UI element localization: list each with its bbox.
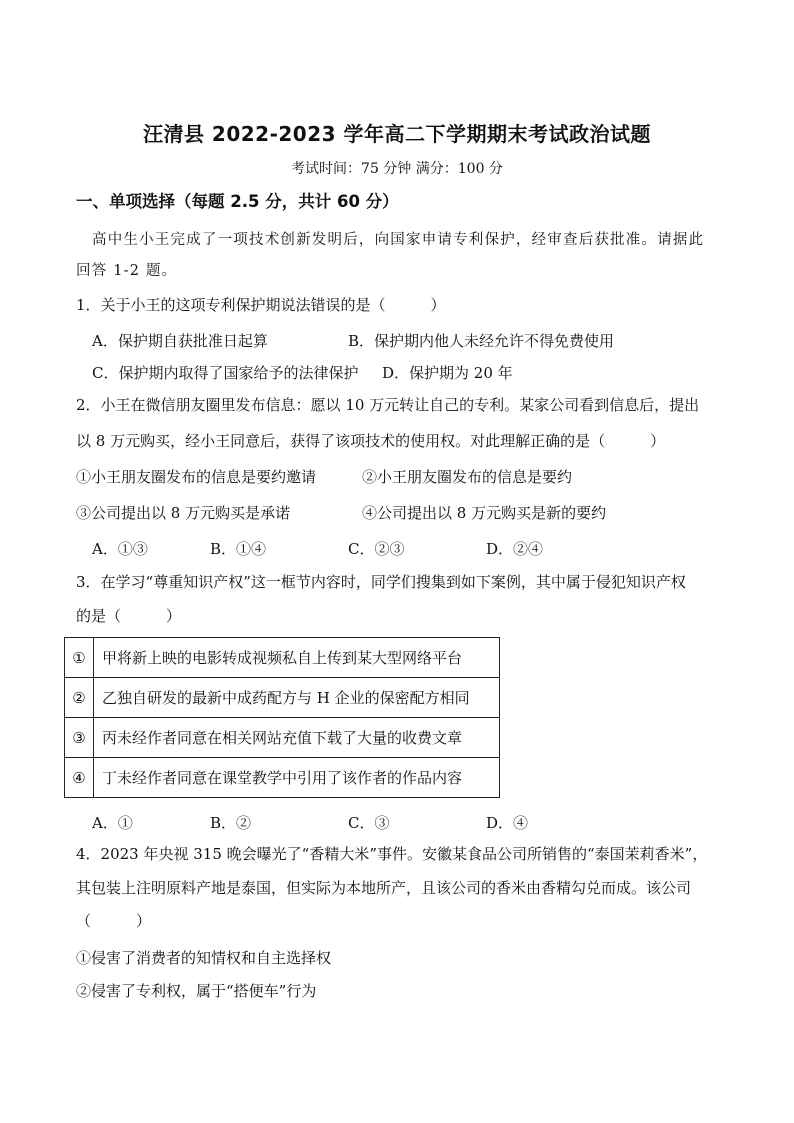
q2-statement-3: ③公司提出以 8 万元购买是承诺 bbox=[76, 504, 291, 522]
q3-option-a: A．① bbox=[92, 814, 133, 832]
q1-option-b: B．保护期内他人未经允许不得免费使用 bbox=[348, 332, 615, 350]
q3-option-c: C．③ bbox=[348, 814, 390, 832]
q4-stem-line-1: 4．2023 年央视 315 晚会曝光了“香精大米”事件。安徽某食品公司所销售的“泰国茉莉香米”， bbox=[76, 845, 708, 863]
q3-stem-line-2: 的是（ ） bbox=[76, 607, 182, 625]
table-cell-text: 甲将新上映的电影转成视频私自上传到某大型网络平台 bbox=[94, 638, 500, 678]
q2-option-c: C．②③ bbox=[348, 540, 405, 558]
section-heading: 一、单项选择（每题 2.5 分，共计 60 分） bbox=[76, 192, 399, 211]
q2-statement-4: ④公司提出以 8 万元购买是新的要约 bbox=[362, 504, 607, 522]
table-row bbox=[65, 638, 500, 678]
table-cell-number: ① bbox=[65, 638, 94, 678]
q2-statement-1: ①小王朋友圈发布的信息是要约邀请 bbox=[76, 468, 317, 486]
intro-line-1: 高中生小王完成了一项技术创新发明后，向国家申请专利保护，经审查后获批准。请据此 bbox=[92, 232, 705, 248]
q4-stem-line-2: 其包装上注明原料产地是泰国，但实际为本地所产，且该公司的香米由香精勾兑而成。该公司 bbox=[76, 879, 692, 897]
table-cell-number: ② bbox=[65, 678, 94, 718]
table-cell-text: 丁未经作者同意在课堂教学中引用了该作者的作品内容 bbox=[94, 758, 500, 798]
q2-statement-2: ②小王朋友圈发布的信息是要约 bbox=[362, 468, 573, 486]
q2-stem-line-1: 2．小王在微信朋友圈里发布信息：愿以 10 万元转让自己的专利。某家公司看到信息后，提出 bbox=[76, 396, 700, 414]
table-cell-number: ④ bbox=[65, 758, 94, 798]
intro-line-2: 回答 1-2 题。 bbox=[76, 263, 178, 279]
q2-option-b: B．①④ bbox=[210, 540, 267, 558]
q2-stem-line-2: 以 8 万元购买，经小王同意后，获得了该项技术的使用权。对此理解正确的是（ ） bbox=[76, 432, 666, 450]
q2-option-a: A．①③ bbox=[92, 540, 148, 558]
q4-statement-1: ①侵害了消费者的知情权和自主选择权 bbox=[76, 949, 332, 967]
q3-option-d: D．④ bbox=[486, 814, 529, 832]
table-cell-number: ③ bbox=[65, 718, 94, 758]
q1-option-a: A．保护期自获批准日起算 bbox=[92, 332, 268, 350]
table-row bbox=[65, 678, 500, 718]
table-row bbox=[65, 718, 500, 758]
q1-stem: 1．关于小王的这项专利保护期说法错误的是（ ） bbox=[76, 296, 446, 314]
q1-option-c: C．保护期内取得了国家给予的法律保护 bbox=[92, 364, 359, 382]
q2-option-d: D．②④ bbox=[486, 540, 544, 558]
q3-case-table bbox=[64, 637, 500, 798]
table-row bbox=[65, 758, 500, 798]
q4-statement-2: ②侵害了专利权，属于“搭便车”行为 bbox=[76, 982, 317, 1000]
table-cell-text: 丙未经作者同意在相关网站充值下载了大量的收费文章 bbox=[94, 718, 500, 758]
q3-option-b: B．② bbox=[210, 814, 252, 832]
exam-info: 考试时间：75 分钟 满分：100 分 bbox=[291, 161, 503, 177]
q3-stem-line-1: 3．在学习“尊重知识产权”这一框节内容时，同学们搜集到如下案例，其中属于侵犯知识产权 bbox=[76, 573, 686, 591]
q1-option-d: D．保护期为 20 年 bbox=[382, 364, 513, 382]
table-cell-text: 乙独自研发的最新中成药配方与 H 企业的保密配方相同 bbox=[94, 678, 500, 718]
q4-stem-line-3: （ ） bbox=[76, 912, 152, 930]
page-title: 汪清县 2022-2023 学年高二下学期期末考试政治试题 bbox=[142, 122, 652, 146]
